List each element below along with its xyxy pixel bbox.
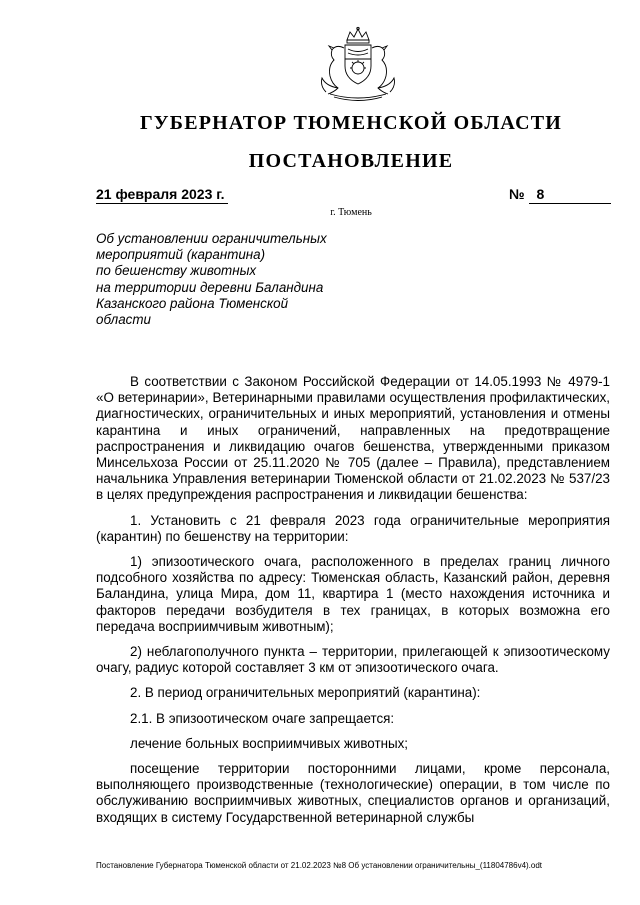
body-paragraph-item-2-1: 2.1. В эпизоотическом очаге запрещается: <box>130 710 395 726</box>
body-paragraph-treatment: лечение больных восприимчивых животных; <box>130 735 409 751</box>
subject-line: Об установлении ограничительных <box>96 231 327 246</box>
number-value: 8 <box>529 186 611 204</box>
document-subject <box>96 231 356 328</box>
document-number <box>509 186 611 204</box>
body-paragraph-item-1: 1. Установить с 21 февраля 2023 года ограничительные мероприятия (карантин) по бешенству на территории: <box>96 512 610 544</box>
subject-line: Казанского района Тюменской <box>96 295 289 311</box>
subject-line: на территории деревни Баландина <box>96 279 324 295</box>
body-paragraph-preamble: В соответствии с Законом Российской Федерации от 14.05.1993 № 4979-1 «О ветеринарии», Ветеринарными правилами осуществления профилактических, диагностических, ограничительных и иных мероприятий, установления и отмены карантина и иных ограничений, направленных на предотвращение распространения и ликвидацию очагов бешенства, утвержденными приказом Минсельхоза России от 25.11.2020 № 705 (далее – Правила), представлением начальника Управления ветеринарии Тюменской области от 21.02.2023 № 537/23 в целях предупреждения распространения и ликвидации бешенства: <box>96 374 610 503</box>
page-footer: Постановление Губернатора Тюменской области от 21.02.2023 №8 Об установлении ограничительны_(11804786v4).odt <box>96 861 543 870</box>
subject-line: области <box>96 312 151 328</box>
governor-title: ГУБЕРНАТОР ТЮМЕНСКОЙ ОБЛАСТИ <box>139 112 563 134</box>
body-paragraph-item-2: 2. В период ограничительных мероприятий (карантина): <box>130 685 481 701</box>
body-paragraph-visits: посещение территории посторонними лицами, кроме персонала, выполняющего производственные (технологические) операции, в том числе по обслуживанию восприимчивых животных, специалистов органов и организаций, входящих в систему Государственной ветеринарной службы <box>96 761 610 825</box>
number-sign: № <box>509 186 525 202</box>
document-body <box>96 374 610 835</box>
body-paragraph-item-1-2: 2) неблагополучного пункта – территории, прилегающей к эпизоотическому очагу, радиус которой составляет 3 км от эпизоотического очага. <box>96 644 610 676</box>
city-label: г. Тюмень <box>330 207 372 218</box>
document-type-title: ПОСТАНОВЛЕНИЕ <box>248 150 454 172</box>
body-paragraph-item-1-1: 1) эпизоотического очага, расположенного в пределах границ личного подсобного хозяйства по адресу: Тюменская область, Казанский район, деревня Баландина, улица Мира, дом 11, квартира 1 (место нахождения источника и факторов передачи возбудителя в тех границах, в которых возможна его передача восприимчивым животным); <box>96 554 610 634</box>
subject-line: мероприятий (карантина) <box>96 247 266 263</box>
document-date: 21 февраля 2023 г. <box>96 186 228 204</box>
tyumen-coat-of-arms-icon <box>316 26 400 102</box>
subject-line: по бешенству животных <box>96 263 257 279</box>
